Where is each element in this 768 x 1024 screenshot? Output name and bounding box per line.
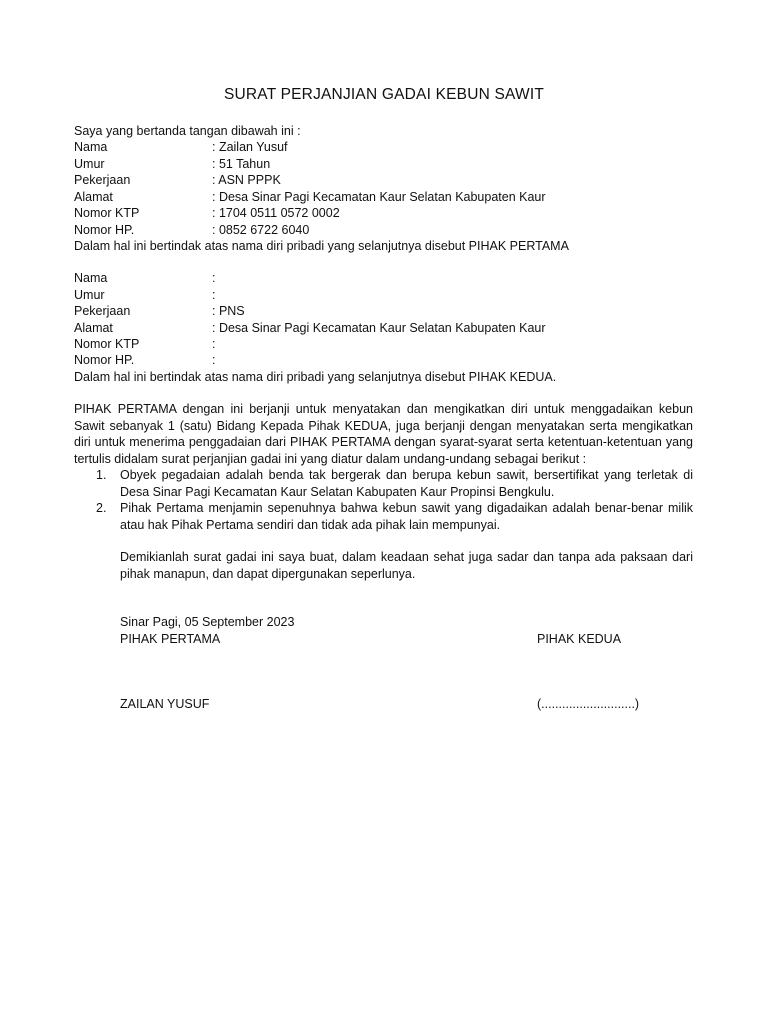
field-value: : ASN PPPK [212, 173, 281, 187]
list-item [74, 500, 693, 533]
field-value: : [212, 271, 216, 285]
field-label: Nama [74, 140, 108, 154]
terms-list [74, 467, 693, 533]
agreement-paragraph: PIHAK PERTAMA dengan ini berjanji untuk menyatakan dan mengikatkan diri untuk menggadaikan kebun Sawit sebanyak 1 (satu) Bidang Kepada Pihak KEDUA, juga berjanji dengan menyatakan serta mengikatkan diri untuk menerima penggadaian dari PIHAK PERTAMA dengan syarat-syarat serta ketentuan-ketentuan yang tertulis didalam surat perjanjian gadai ini yang diatur dalam undang-undang sebagai berikut : [74, 402, 693, 466]
field-label: Alamat [74, 189, 113, 204]
field-label: Nomor HP. [74, 222, 135, 237]
field-value: : 0852 6722 6040 [212, 222, 310, 237]
field-label: Pekerjaan [74, 304, 131, 318]
field-value: : [212, 288, 216, 302]
field-value: : [212, 336, 216, 351]
field-label: Nomor KTP [74, 336, 140, 351]
field-value: : PNS [212, 304, 245, 318]
party1-statement: Dalam hal ini bertindak atas nama diri pribadi yang selanjutnya disebut PIHAK PERTAMA [74, 239, 569, 253]
list-item-number: 2. [96, 501, 107, 515]
field-value: : 1704 0511 0572 0002 [212, 206, 340, 220]
signature-label-second-party: PIHAK KEDUA [537, 632, 622, 646]
field-value: : [212, 353, 216, 367]
signature-label-first-party: PIHAK PERTAMA [120, 632, 221, 646]
intro-text: Saya yang bertanda tangan dibawah ini : [74, 124, 301, 138]
field-label: Umur [74, 288, 105, 302]
list-item-text: Pihak Pertama menjamin sepenuhnya bahwa kebun sawit yang digadaikan adalah benar-benar milik atau hak Pihak Pertama sendiri dan tidak ada pihak lain mempunyai. [120, 501, 693, 532]
field-value: : Desa Sinar Pagi Kecamatan Kaur Selatan Kabupaten Kaur [212, 320, 546, 335]
closing-paragraph: Demikianlah surat gadai ini saya buat, dalam keadaan sehat juga sadar dan tanpa ada paksaan dari pihak manapun, dan dapat dipergunakan seperlunya. [120, 550, 693, 581]
list-item-number: 1. [96, 468, 107, 482]
field-value: : 51 Tahun [212, 156, 271, 171]
place-date: Sinar Pagi, 05 September 2023 [120, 615, 295, 629]
list-item [74, 467, 693, 500]
document-title: SURAT PERJANJIAN GADAI KEBUN SAWIT [223, 86, 544, 103]
list-item-text: Obyek pegadaian adalah benda tak bergerak dan berupa kebun sawit, bersertifikat yang terletak di Desa Sinar Pagi Kecamatan Kaur Selatan Kabupaten Kaur Propinsi Bengkulu. [120, 468, 693, 499]
field-label: Nomor KTP [74, 206, 140, 220]
field-label: Umur [74, 156, 105, 171]
signature-name-second-party: (...........................) [537, 697, 640, 711]
field-label: Nomor HP. [74, 353, 135, 367]
field-value: : Desa Sinar Pagi Kecamatan Kaur Selatan Kabupaten Kaur [212, 189, 546, 204]
signature-name-first-party: ZAILAN YUSUF [120, 697, 210, 711]
field-label: Alamat [74, 320, 113, 335]
field-value: : Zailan Yusuf [212, 140, 288, 154]
field-label: Nama [74, 271, 108, 285]
field-label: Pekerjaan [74, 173, 131, 187]
party2-statement: Dalam hal ini bertindak atas nama diri pribadi yang selanjutnya disebut PIHAK KEDUA. [74, 370, 557, 384]
